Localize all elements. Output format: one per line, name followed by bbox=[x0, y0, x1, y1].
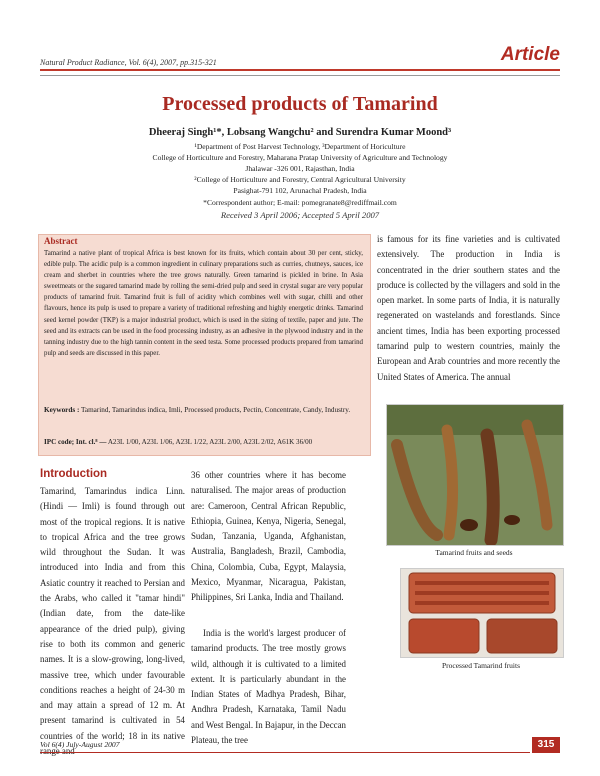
right-column-text: is famous for its fine varieties and is cultivated extensively. The production in India is concentrated in the drier southern states and the produce is collected by the villagers and sold in the open market. In some parts of India, it is naturally regenerated on wastelands and forestlands. Since ancient times, India has been exporting processed tamarind pulp to western countries, mainly the European and Arab countries and more recently the United States of America. The annual bbox=[377, 234, 560, 382]
intro-column-2a: 36 other countries where it has become naturalised. The major areas of production are: Cameroon, Central African Republic, Ethiopia, Guinea, Kenya, Nigeria, Senegal, Sudan, Tanzania, Uganda, Afghanistan, Australia, Bangladesh, Brazil, Cambodia, China, Colombia, Cuba, Egypt, Malaysia, Mexico, Myanmar, Nicaragua, Pakistan, Philippines, Sri Lanka, India and Thailand. bbox=[191, 470, 346, 603]
header-rule bbox=[40, 69, 560, 71]
intro-column-2b: India is the world's largest producer of tamarind products. The tree mostly grows wild, although it is cultivated to a limited extent. It is particularly abundant in the Indian States of Madhya Pradesh, Bihar, Andhra Pradesh, Karnataka, Tamil Nadu and West Bengal. In Bajapur, in the Deccan Plateau, the tree bbox=[191, 628, 346, 746]
correspondence-email: *Correspondent author; E-mail: pomegranate8@rediffmail.com bbox=[203, 198, 397, 207]
header-rule-thin bbox=[40, 75, 560, 76]
journal-citation: Natural Product Radiance, Vol. 6(4), 2007, pp.315-321 bbox=[40, 58, 217, 67]
figure-caption: Tamarind fruits and seeds bbox=[435, 548, 513, 557]
affiliation-line: Jhalawar -326 001, Rajasthan, India bbox=[245, 164, 355, 173]
figure-caption: Processed Tamarind fruits bbox=[441, 661, 521, 670]
ipc-label: IPC code; Int. cl.⁸ — bbox=[44, 438, 107, 446]
tamarind-fruits-photo bbox=[386, 404, 564, 546]
affiliation-line: ²College of Horticulture and Forestry, Central Agricultural University bbox=[194, 175, 406, 184]
received-dates: Received 3 April 2006; Accepted 5 April 2007 bbox=[220, 210, 380, 220]
affiliation-line: ¹Department of Post Harvest Technology, ³Department of Horiculture bbox=[194, 142, 406, 151]
ipc-codes: A23L 1/00, A23L 1/06, A23L 1/22, A23L 2/00, A23L 2/02, A61K 36/00 bbox=[107, 438, 313, 446]
keywords-text: Tamarind, Tamarindus indica, Imli, Processed products, Pectin, Concentrate, Candy, Industry. bbox=[81, 406, 351, 414]
article-title: Processed products of Tamarind bbox=[162, 93, 438, 115]
keywords bbox=[44, 405, 363, 416]
keywords-label: Keywords : bbox=[44, 406, 80, 414]
page-number: 315 bbox=[532, 737, 560, 753]
ipc-code bbox=[44, 438, 363, 446]
abstract-text: Tamarind a native plant of tropical Africa is best known for its fruits, which contain about 30 per cent, sticky, edible pulp. The acidic pulp is a common ingredient in culinary preparations such as curries, chutneys, sauces, ice cream and sherbet in countries where the tree grows naturally. Green tamarind is pickled in brine. In Asia sweetmeats or the sugared tamarind made by rolling the semi-dried pulp and seed in crystal sugar are very popular products of tamarind fruit. Tamarind fruit is full of acidity which combines well with sugar, chilli and other flavours, hence its pulp is used to prepare a variety of traditional refreshing and highly energetic drinks. Tamarind seed kernel powder (TKP) is a major industrial product, which is used in the sizing of textile, paper and jute. The seed and its extracts can be used in the food processing industry, as an adhesive in the plywood industry and in the tanning industry due to the high tannin content in the seed testa. Some processed products prepared from tamarind pulp and seeds are discussed in this paper. bbox=[44, 250, 363, 357]
affiliation-line: College of Horticulture and Forestry, Maharana Pratap University of Agriculture and Technology bbox=[152, 153, 448, 162]
intro-column-1: Tamarind, Tamarindus indica Linn. (Hindi — Imli) is found through out most of the tropical regions. It is native to tropical Africa and the tree grows wild throughout the Sudan. It was introduced into India and from this Asiatic country it reached to Persian and the Arabs, who called it "tamar hindi" (Indian date, from the date-like appearance of the dried pulp), giving rise to both its common and generic names. It is a slow-growing, long-lived, massive tree, which under favourable conditions reaches a height of 24-30 m and may attain a spread of 12 m. At present tamarind is cultivated in 54 countries of the world; 18 in its native bbox=[40, 486, 185, 741]
footer-issue: Vol 6(4) July-August 2007 bbox=[40, 740, 120, 749]
abstract-heading: Abstract bbox=[44, 236, 78, 246]
affiliation-line: Pasighat-791 102, Arunachal Pradesh, India bbox=[233, 186, 367, 195]
footer-rule bbox=[40, 752, 530, 753]
introduction-heading: Introduction bbox=[40, 468, 108, 480]
article-tag: Article bbox=[500, 44, 560, 65]
author-list: Dheeraj Singh¹*, Lobsang Wangchu² and Surendra Kumar Moond³ bbox=[148, 127, 452, 138]
processed-tamarind-photo bbox=[400, 568, 564, 658]
